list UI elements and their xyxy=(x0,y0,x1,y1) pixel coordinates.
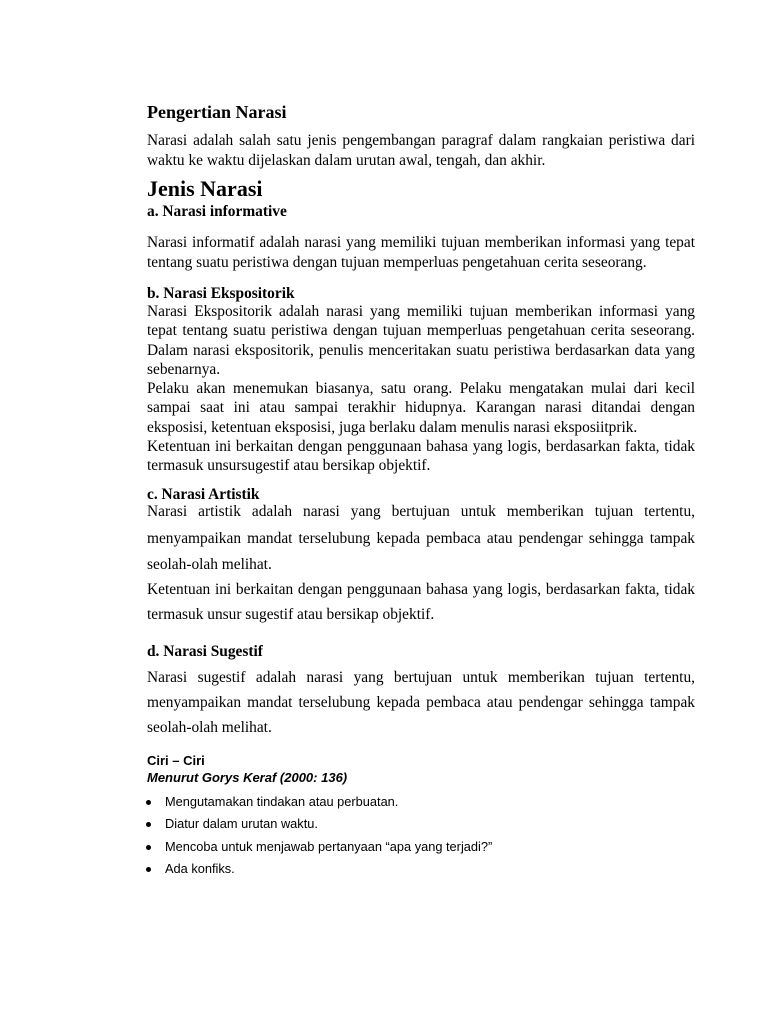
text-line: tentang suatu peristiwa dengan tujuan memperluas pengetahuan cerita seseorang. xyxy=(147,254,647,271)
text-line: Narasi Ekspositorik adalah narasi yang memiliki tujuan memberikan informasi yang xyxy=(147,303,695,320)
paragraph-ekspositorik-2 xyxy=(147,379,695,437)
paragraph-artistik-2 xyxy=(147,577,695,627)
text-line: seolah-olah melihat. xyxy=(147,719,272,736)
text-line: Dalam narasi ekspositorik, penulis menceritakan suatu peristiwa berdasarkan data yang xyxy=(147,341,695,359)
list-item-text: Ada konfiks. xyxy=(165,860,235,876)
paragraph-sugestif xyxy=(147,665,695,740)
text-line: waktu ke waktu dijelaskan dalam urutan awal, tengah, dan akhir. xyxy=(147,152,546,169)
text-line: Ketentuan ini berkaitan dengan penggunaan bahasa yang logis, berdasarkan fakta, tidak xyxy=(147,581,695,598)
text-line: sampai saat ini atau sampai terakhir hidupnya. Karangan narasi ditandai dengan xyxy=(147,399,695,417)
text-line: Narasi adalah salah satu jenis pengembangan paragraf dalam rangkaian peristiwa dari xyxy=(147,132,695,149)
text-line: tepat tentang suatu peristiwa dengan tujuan memperluas pengetahuan cerita seseorang. xyxy=(147,322,695,340)
section-title-jenis: Jenis Narasi xyxy=(147,176,263,201)
bullet-icon xyxy=(146,822,151,827)
text-line: menyampaikan mandat terselubung kepada pembaca atau pendengar sehingga tampak xyxy=(147,529,695,547)
subheading-artistik: c. Narasi Artistik xyxy=(147,486,260,503)
text-line: Narasi sugestif adalah narasi yang bertujuan untuk memberikan tujuan tertentu, xyxy=(147,669,695,686)
list-item xyxy=(145,816,693,832)
text-line: Narasi artistik adalah narasi yang bertujuan untuk memberikan tujuan tertentu, xyxy=(147,503,695,520)
paragraph-informative xyxy=(147,233,695,273)
subheading-informative: a. Narasi informative xyxy=(147,203,287,220)
section-body-ekspositorik xyxy=(147,302,695,475)
section-title-ciri: Ciri – Ciri xyxy=(147,753,205,768)
text-line: menyampaikan mandat terselubung kepada pembaca atau pendengar sehingga tampak xyxy=(147,694,695,711)
text-line: eksposisi, ketentuan eksposisi, juga berlaku dalam menulis narasi eksposiitprik. xyxy=(147,418,638,436)
paragraph-artistik-1 xyxy=(147,499,695,579)
bullet-icon xyxy=(146,800,151,805)
ciri-source: Menurut Gorys Keraf (2000: 136) xyxy=(147,770,348,785)
subheading-sugestif: d. Narasi Sugestif xyxy=(147,643,263,660)
paragraph-ekspositorik-3 xyxy=(147,437,695,476)
list-item-text: Diatur dalam urutan waktu. xyxy=(165,816,318,832)
subheading-ekspositorik: b. Narasi Ekspositorik xyxy=(147,285,295,302)
paragraph-pengertian xyxy=(147,131,695,171)
text-line: seolah-olah melihat. xyxy=(147,556,272,573)
text-line: termasuk unsursugestif atau bersikap objektif. xyxy=(147,457,431,474)
list-item-text: Mencoba untuk menjawab pertanyaan “apa yang terjadi?” xyxy=(165,838,493,854)
bullet-icon xyxy=(146,845,151,850)
text-line: termasuk unsur sugestif atau bersikap objektif. xyxy=(147,606,435,623)
list-item-text: Mengutamakan tindakan atau perbuatan. xyxy=(165,794,399,809)
ciri-list xyxy=(145,794,693,883)
list-item xyxy=(145,839,693,855)
list-item xyxy=(145,794,693,810)
section-title-pengertian: Pengertian Narasi xyxy=(147,102,287,122)
paragraph-ekspositorik-1 xyxy=(147,302,695,379)
text-line: Narasi informatif adalah narasi yang memiliki tujuan memberikan informasi yang tepat xyxy=(147,234,695,251)
bullet-icon xyxy=(146,867,151,872)
list-item xyxy=(145,861,693,877)
text-line: Ketentuan ini berkaitan dengan penggunaan bahasa yang logis, berdasarkan fakta, tidak xyxy=(147,437,695,455)
text-line: sebenarnya. xyxy=(147,360,221,378)
text-line: Pelaku akan menemukan biasanya, satu orang. Pelaku mengatakan mulai dari kecil xyxy=(147,380,695,397)
